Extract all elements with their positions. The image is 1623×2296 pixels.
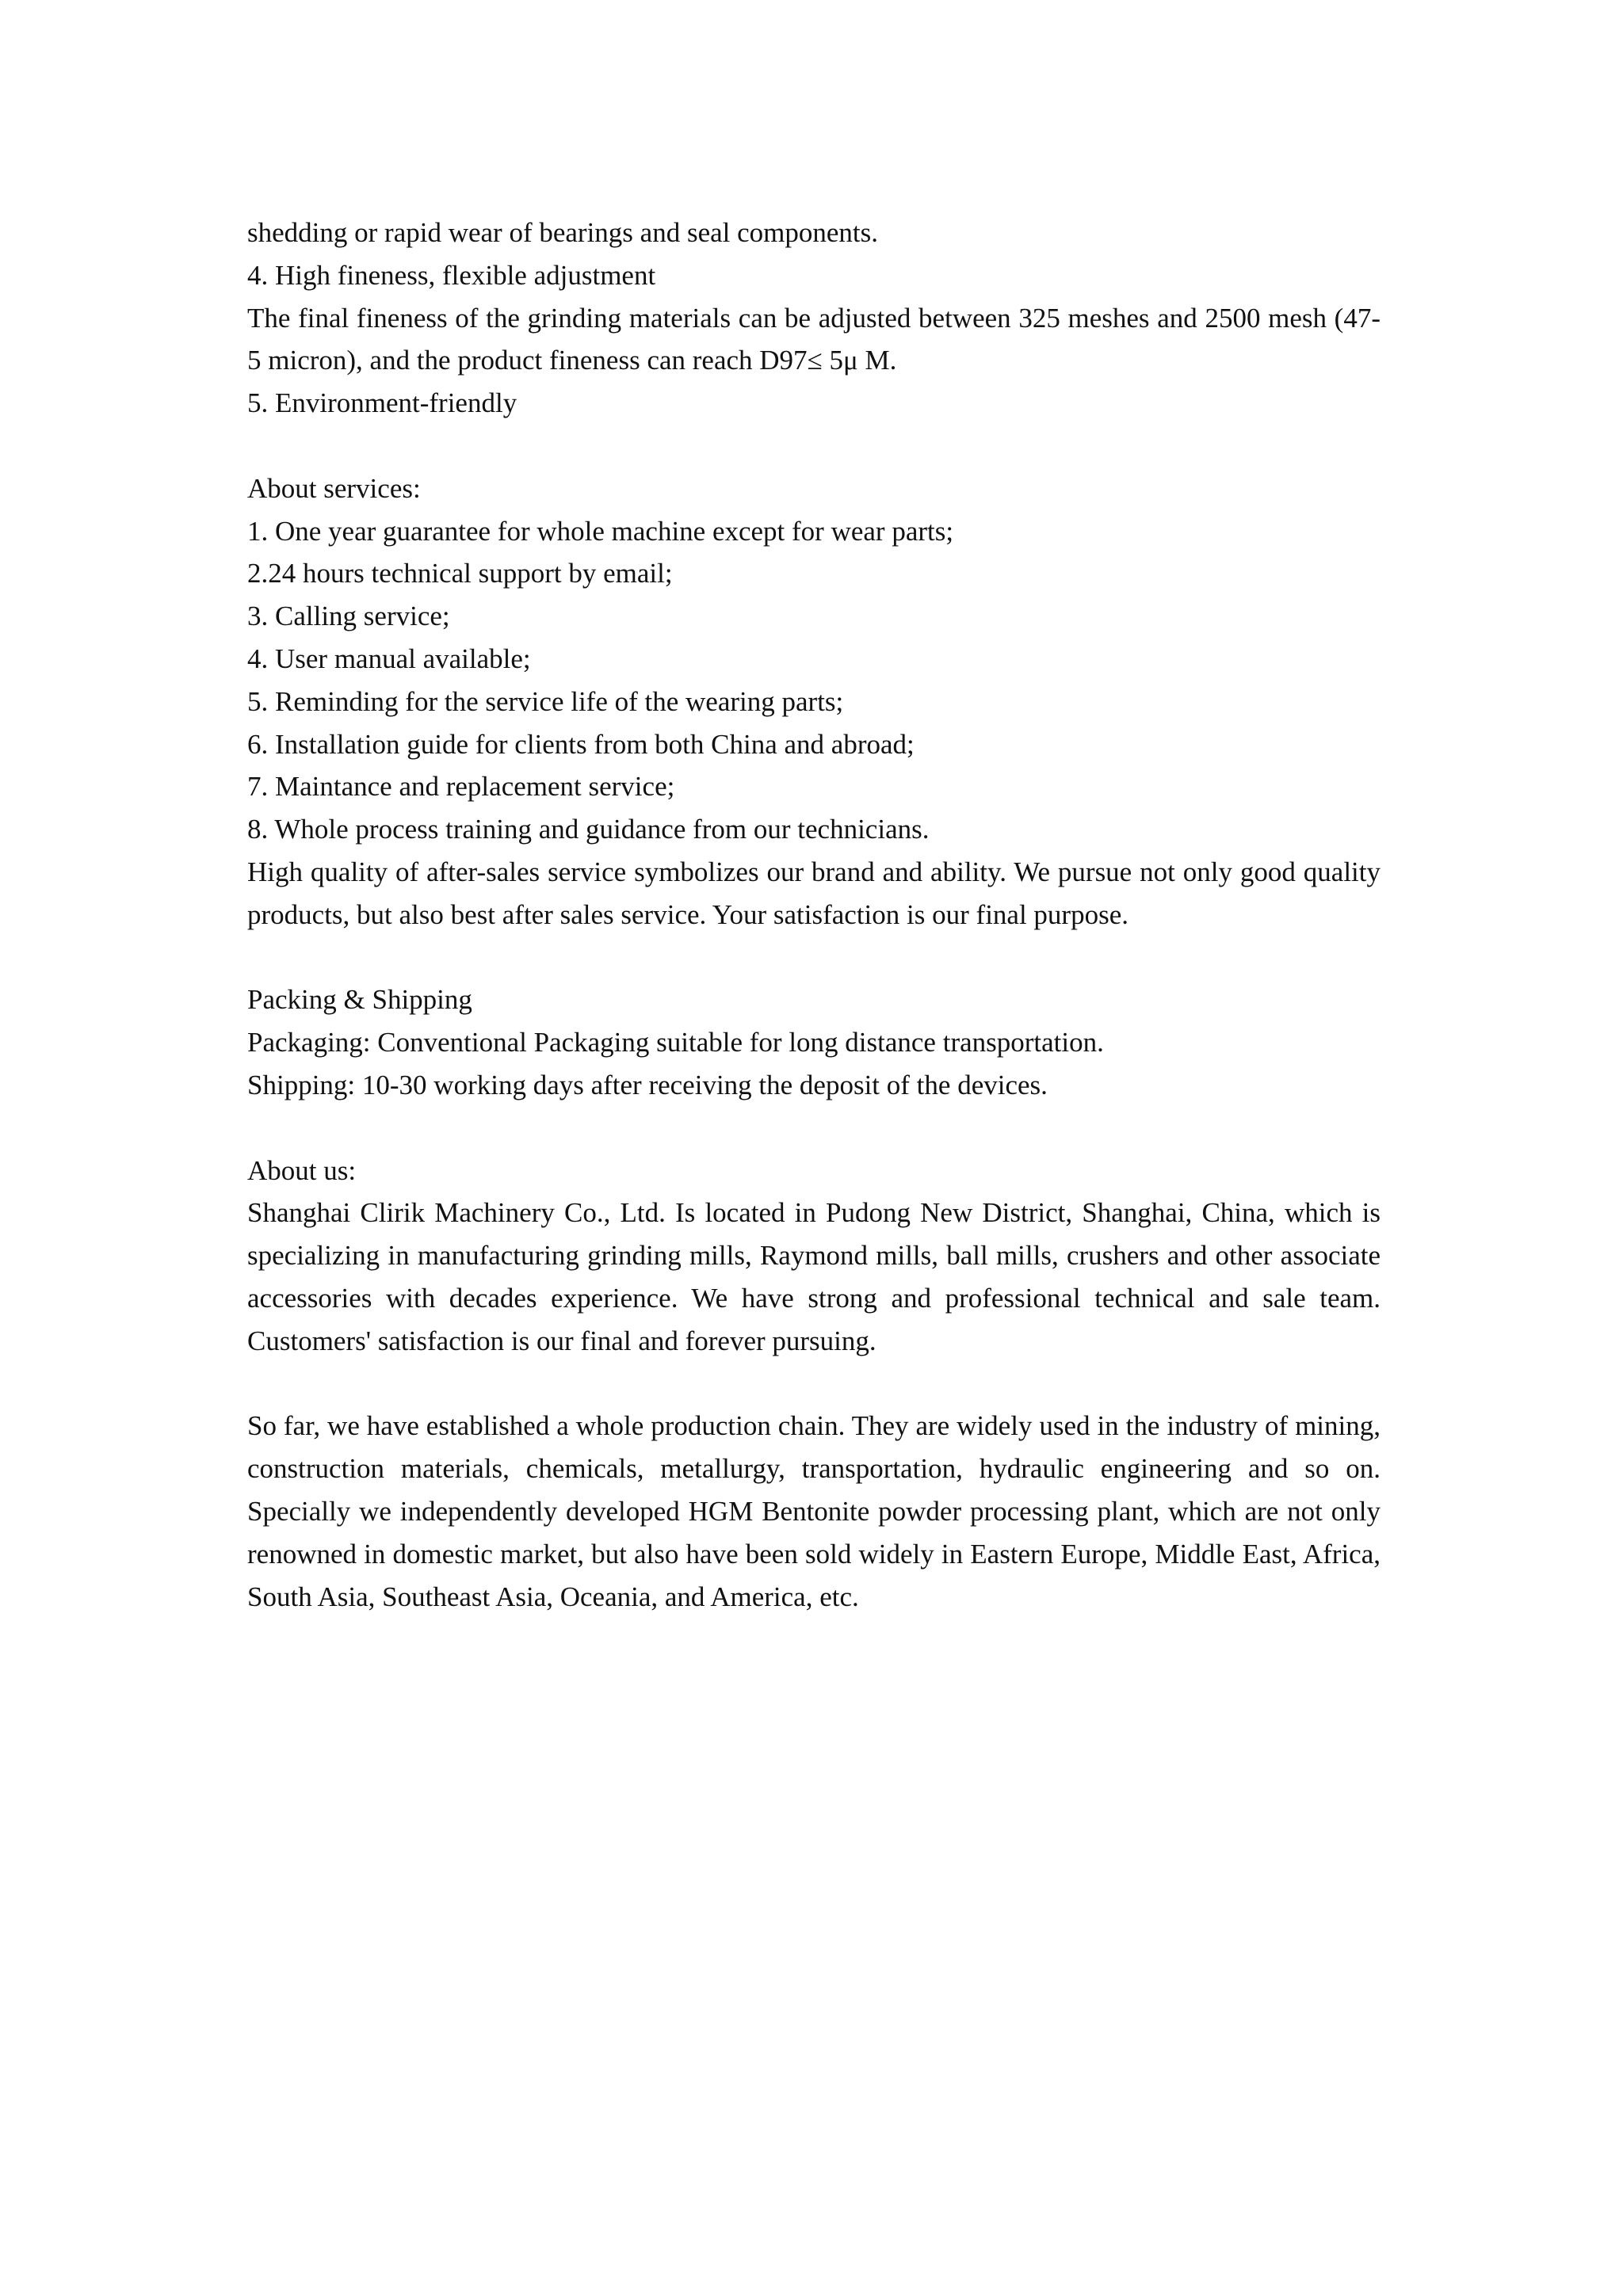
- shipping-heading: Packing & Shipping: [247, 984, 472, 1016]
- services-summary: High quality of after-sales service symbolizes our brand and ability. We pursue not only good quality products, but also best after sales service. Your satisfaction is our final purpose.: [247, 856, 1381, 930]
- service-item: 7. Maintance and replacement service;: [247, 771, 675, 803]
- service-item: 3. Calling service;: [247, 601, 450, 632]
- section-spacer: [247, 1107, 1381, 1150]
- document-body: [247, 212, 1381, 1618]
- about-paragraph-2: So far, we have established a whole production chain. They are widely used in the industry of mining, construction materials, chemicals, metallurgy, transportation, hydraulic engineering and so on. Specially we independently developed HGM Bentonite powder processing plant, which are not only renowned in domestic market, but also have been sold widely in Eastern Europe, Middle East, Africa, South Asia, Southeast Asia, Oceania, and America, etc.: [247, 1410, 1381, 1612]
- section-spacer: [247, 936, 1381, 979]
- about-paragraph-1: Shanghai Clirik Machinery Co., Ltd. Is located in Pudong New District, Shanghai, China, which is specializing in manufacturing grinding mills, Raymond mills, ball mills, crushers and other associate accessories with decades experience. We have strong and professional technical and sale team. Customers' satisfaction is our final and forever pursuing.: [247, 1197, 1381, 1356]
- section-spacer: [247, 1363, 1381, 1405]
- feature-4-title: 4. High fineness, flexible adjustment: [247, 259, 656, 291]
- service-item: 2.24 hours technical support by email;: [247, 558, 673, 589]
- features-continuation-line: shedding or rapid wear of bearings and seal components.: [247, 217, 879, 248]
- service-item: 4. User manual available;: [247, 643, 531, 674]
- services-heading: About services:: [247, 472, 421, 504]
- section-spacer: [247, 425, 1381, 467]
- about-heading: About us:: [247, 1154, 357, 1186]
- service-item: 5. Reminding for the service life of the wearing parts;: [247, 685, 844, 717]
- shipping-line: Shipping: 10-30 working days after receiving the deposit of the devices.: [247, 1069, 1048, 1100]
- feature-4-text: The final fineness of the grinding materials can be adjusted between 325 meshes and 2500 mesh (47-5 micron), and the product fineness can reach D97≤ 5μ M.: [247, 302, 1381, 376]
- packaging-line: Packaging: Conventional Packaging suitable for long distance transportation.: [247, 1027, 1104, 1058]
- service-item: 6. Installation guide for clients from both China and abroad;: [247, 728, 915, 760]
- feature-5-title: 5. Environment-friendly: [247, 387, 517, 419]
- service-item: 8. Whole process training and guidance from our technicians.: [247, 814, 930, 845]
- service-item: 1. One year guarantee for whole machine except for wear parts;: [247, 515, 954, 547]
